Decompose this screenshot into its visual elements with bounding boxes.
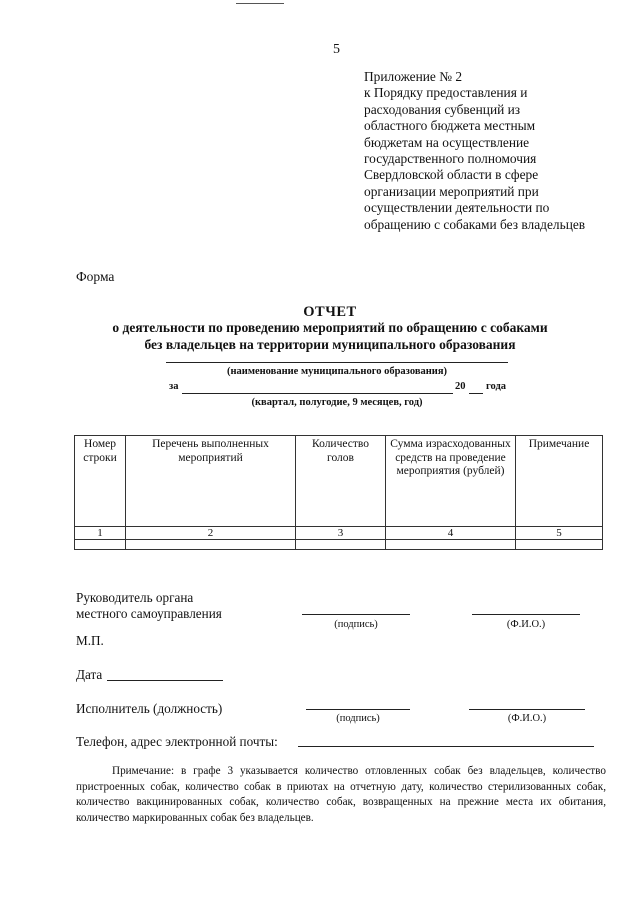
table-column-number-row	[75, 527, 603, 540]
column-number: 4	[386, 527, 516, 540]
table-cell[interactable]	[75, 540, 126, 550]
appendix-line: расходования субвенций из	[364, 101, 521, 117]
municipality-name-blank[interactable]	[166, 362, 508, 363]
form-label: Форма	[76, 269, 115, 284]
top-margin-mark	[236, 3, 284, 4]
table-cell[interactable]	[126, 540, 296, 550]
phone-email-label: Телефон, адрес электронной почты:	[76, 734, 278, 749]
period-caption: (квартал, полугодие, 9 месяцев, год)	[251, 397, 423, 408]
report-title: ОТЧЕТ	[303, 304, 357, 320]
appendix-line: бюджетам на осуществление	[364, 134, 530, 150]
header-row-number: Номер строки	[75, 436, 126, 527]
executor-signature-caption: (подпись)	[336, 713, 380, 724]
period-year-suffix: года	[486, 381, 507, 392]
head-label-line-1: Руководитель органа	[76, 590, 194, 605]
appendix-line: к Порядку предоставления и	[364, 85, 528, 101]
period-year-prefix: 20	[455, 381, 466, 392]
head-signature-caption: (подпись)	[334, 619, 378, 630]
table-row	[75, 540, 603, 550]
appendix-line: Свердловской области в сфере	[364, 167, 539, 183]
header-note: Примечание	[516, 436, 603, 527]
head-signature-blank[interactable]	[302, 614, 410, 615]
footnote-text: Примечание: в графе 3 указывается количество отловленных собак без владельцев, количество пристроенных собак, количество собак в приютах на отчетную дату, количество стерилизованных собак, количество вакцинированных собак, количество собак, возвращенных на прежние места их обитания, количество маркированных собак без владельцев.	[76, 765, 606, 824]
executor-label: Исполнитель (должность)	[76, 701, 223, 716]
footnote	[76, 764, 606, 826]
municipality-caption: (наименование муниципального образования)	[226, 366, 448, 377]
column-number: 3	[296, 527, 386, 540]
head-name-caption: (Ф.И.О.)	[506, 619, 546, 630]
column-number: 1	[75, 527, 126, 540]
period-blank[interactable]	[182, 393, 453, 394]
table-cell[interactable]	[296, 540, 386, 550]
head-name-blank[interactable]	[472, 614, 580, 615]
table-header-row	[75, 436, 603, 527]
period-prefix: за	[169, 381, 179, 392]
date-blank[interactable]	[107, 680, 223, 681]
appendix-note	[364, 69, 626, 233]
appendix-line: осуществлении деятельности по	[364, 200, 550, 216]
executor-name-blank[interactable]	[469, 709, 585, 710]
phone-email-blank[interactable]	[298, 746, 594, 747]
report-subtitle-line-1: о деятельности по проведению мероприятий по обращению с собаками	[112, 320, 548, 335]
header-head-count: Количество голов	[296, 436, 386, 527]
header-activities: Перечень выполненных мероприятий	[126, 436, 296, 527]
appendix-line: областного бюджета местным	[364, 118, 536, 134]
appendix-line: государственного полномочия	[364, 151, 537, 167]
report-table	[74, 435, 603, 550]
date-label: Дата	[76, 667, 103, 682]
report-subtitle-line-2: без владельцев на территории муниципального образования	[144, 337, 516, 352]
head-label-line-2: местного самоуправления	[76, 606, 222, 621]
column-number: 2	[126, 527, 296, 540]
appendix-line: Приложение № 2	[364, 69, 463, 84]
table-cell[interactable]	[516, 540, 603, 550]
table-cell[interactable]	[386, 540, 516, 550]
appendix-line: организации мероприятий при	[364, 183, 539, 199]
period-year-blank[interactable]	[469, 393, 483, 394]
executor-name-caption: (Ф.И.О.)	[507, 713, 547, 724]
stamp-label: М.П.	[76, 633, 104, 648]
header-amount-spent: Сумма израсходованных средств на проведение мероприятия (рублей)	[386, 436, 516, 527]
column-number: 5	[516, 527, 603, 540]
executor-signature-blank[interactable]	[306, 709, 410, 710]
appendix-line: обращению с собаками без владельцев	[364, 216, 586, 232]
page-number: 5	[333, 42, 340, 57]
